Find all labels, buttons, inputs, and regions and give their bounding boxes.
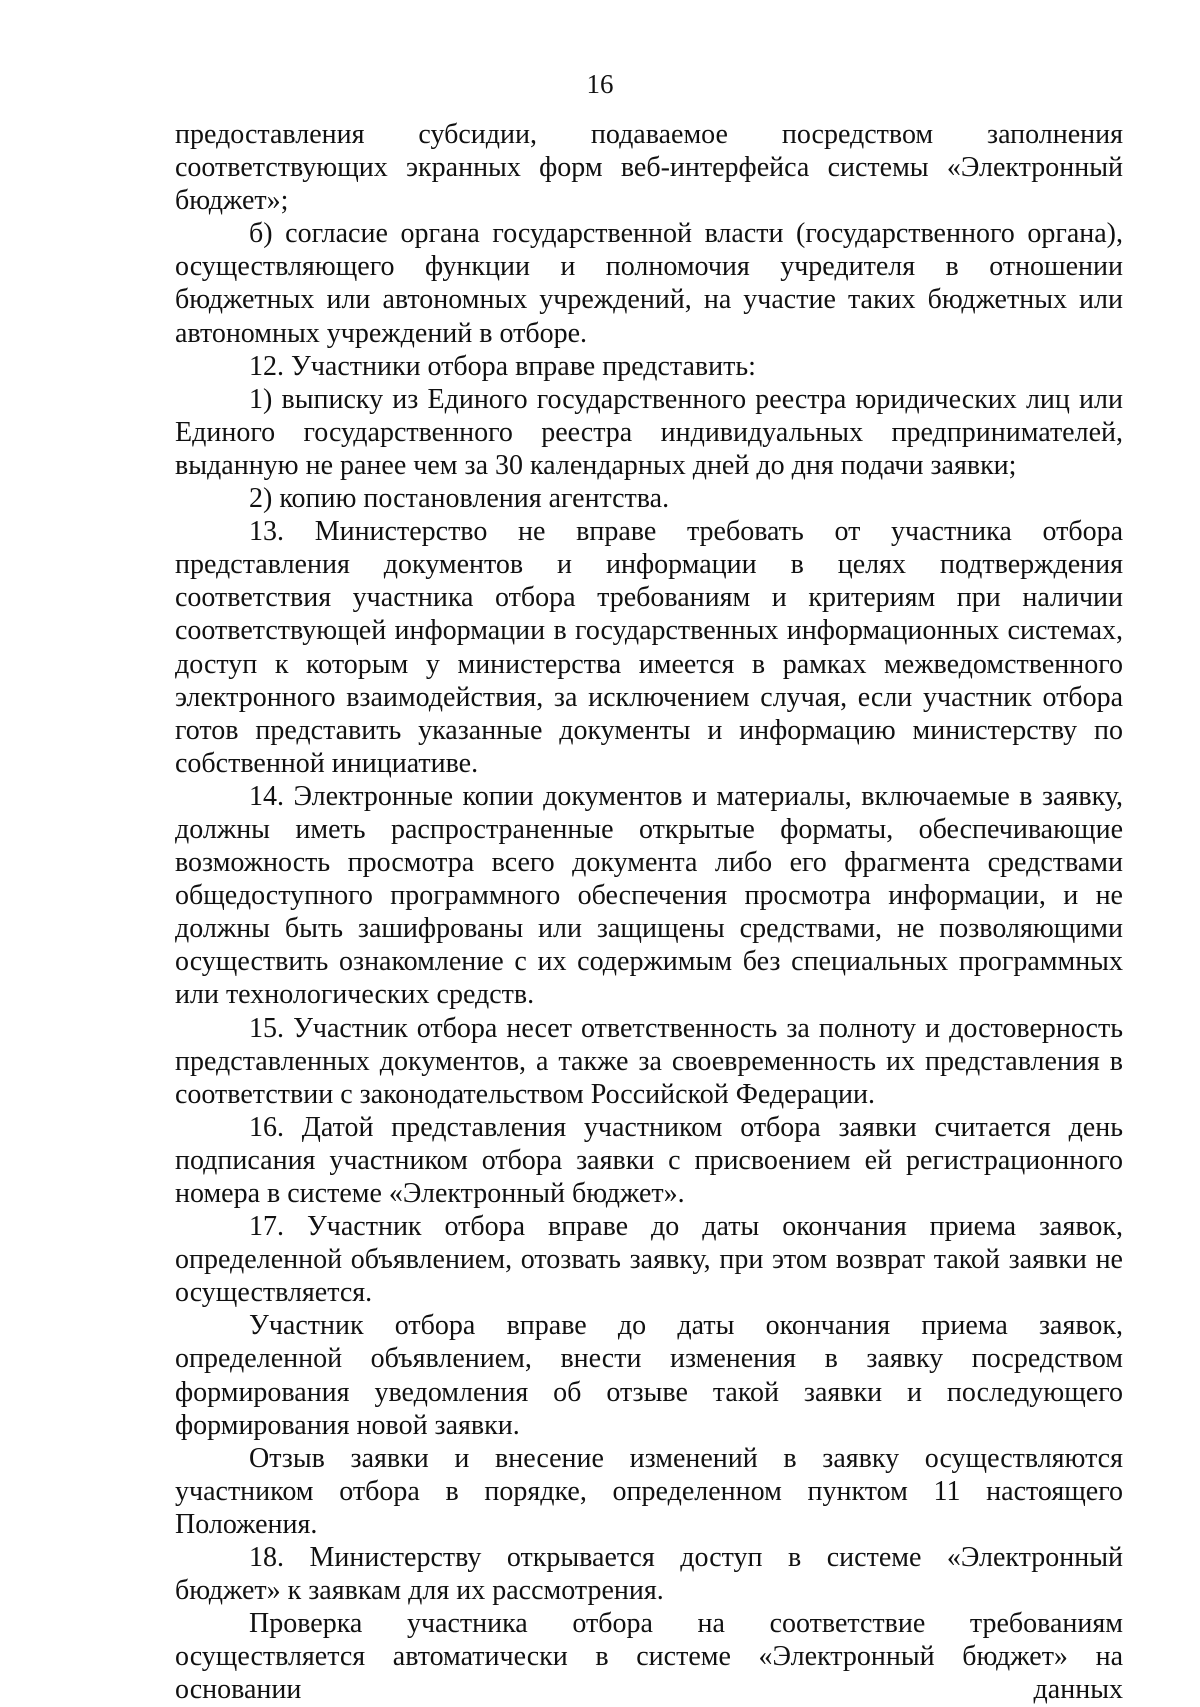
paragraph: 15. Участник отбора несет ответственность за полноту и достоверность представленных документов, а также за своевременность их представления в соответствии с законодательством Российской Федерации. <box>175 1012 1123 1110</box>
paragraph: 16. Датой представления участником отбора заявки считается день подписания участником отбора заявки с присвоением ей регистрационного номера в системе «Электронный бюджет». <box>175 1111 1123 1209</box>
document-body <box>175 118 1123 1707</box>
paragraph: 13. Министерство не вправе требовать от участника отбора представления документов и информации в целях подтверждения соответствия участника отбора требованиям и критериям при наличии соответствующей информации в государственных информационных системах, доступ к которым у министерства имеется в рамках межведомственного электронного взаимодействия, за исключением случая, если участник отбора готов представить указанные документы и информацию министерству по собственной инициативе. <box>175 516 1123 779</box>
paragraph: 2) копию постановления агентства. <box>249 483 670 515</box>
paragraph: 1) выписку из Единого государственного реестра юридических лиц или Единого государственного реестра индивидуальных предпринимателей, выданную не ранее чем за 30 календарных дней до дня подачи заявки; <box>175 383 1123 481</box>
paragraph: 17. Участник отбора вправе до даты окончания приема заявок, определенной объявлением, отозвать заявку, при этом возврат такой заявки не осуществляется. <box>175 1211 1123 1309</box>
paragraph: б) согласие органа государственной власти (государственного органа), осуществляющего функции и полномочия учредителя в отношении бюджетных или автономных учреждений, на участие таких бюджетных или автономных учреждений в отборе. <box>175 218 1123 349</box>
paragraph: Участник отбора вправе до даты окончания приема заявок, определенной объявлением, внести изменения в заявку посредством формирования уведомления об отзыве такой заявки и последующего формирования новой заявки. <box>175 1310 1123 1441</box>
paragraph: 12. Участники отбора вправе представить: <box>249 350 756 382</box>
paragraph: предоставления субсидии, подаваемое посредством заполнения соответствующих экранных форм веб-интерфейса системы «Электронный бюджет»; <box>175 119 1123 217</box>
page-number: 16 <box>586 69 614 99</box>
paragraph: 18. Министерству открывается доступ в системе «Электронный бюджет» к заявкам для их рассмотрения. <box>175 1542 1123 1607</box>
paragraph: Проверка участника отбора на соответствие требованиям осуществляется автоматически в системе «Электронный бюджет» на основании данных <box>175 1608 1123 1706</box>
paragraph: 14. Электронные копии документов и материалы, включаемые в заявку, должны иметь распространенные открытые форматы, обеспечивающие возможность просмотра всего документа либо его фрагмента средствами общедоступного программного обеспечения просмотра информации, и не должны быть зашифрованы или защищены средствами, не позволяющими осуществить ознакомление с их содержимым без специальных программных или технологических средств. <box>175 780 1123 1011</box>
paragraph: Отзыв заявки и внесение изменений в заявку осуществляются участником отбора в порядке, определенном пунктом 11 настоящего Положения. <box>175 1442 1123 1540</box>
